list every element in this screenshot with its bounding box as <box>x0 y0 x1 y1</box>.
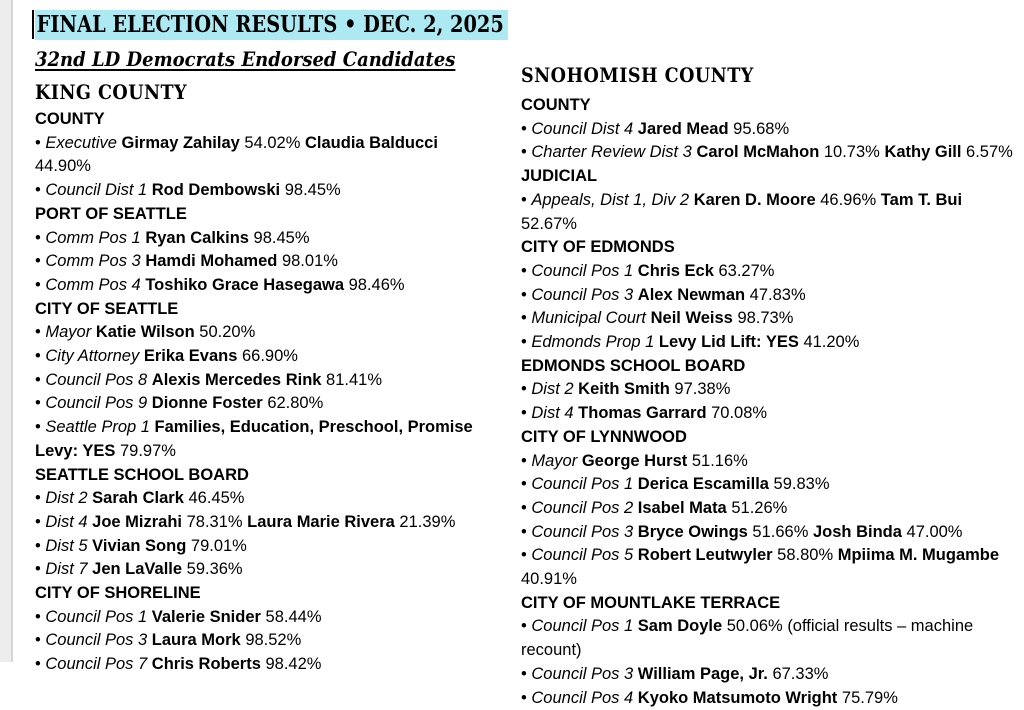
office-label: Comm Pos 4 <box>45 275 141 294</box>
result-row <box>521 284 1021 308</box>
candidate-name: Karen D. Moore <box>693 190 816 209</box>
bullet-glyph: • <box>35 607 46 626</box>
office-label: Council Pos 2 <box>531 498 634 517</box>
result-row <box>521 402 1021 426</box>
candidate-name: Robert Leutwyler <box>637 546 773 565</box>
bullet-glyph: • <box>521 664 532 683</box>
vote-percent: 50.06% <box>726 617 783 636</box>
office-label: Mayor <box>45 323 92 342</box>
vote-percent: 98.52% <box>245 631 302 650</box>
result-row <box>35 606 493 630</box>
result-row <box>35 321 493 345</box>
candidate-name: Alex Newman <box>637 285 746 304</box>
office-label: Council Pos 1 <box>531 475 634 494</box>
bullet-glyph: • <box>35 418 46 437</box>
vote-percent: 59.83% <box>773 475 830 494</box>
result-row <box>35 179 493 203</box>
candidate-name: Kathy Gill <box>884 143 962 162</box>
vote-percent: 10.73% <box>823 143 880 162</box>
result-row <box>521 521 1021 545</box>
vote-percent: 51.26% <box>731 498 788 517</box>
vote-percent: 54.02% <box>244 133 301 152</box>
office-label: Dist 7 <box>45 560 88 579</box>
candidate-name: Chris Eck <box>637 261 714 280</box>
bullet-glyph: • <box>521 546 532 565</box>
vote-percent: 46.45% <box>188 489 245 508</box>
county-heading-king: KING COUNTY <box>35 80 188 104</box>
bullet-glyph: • <box>521 404 532 423</box>
section-header: CITY OF EDMONDS <box>521 238 675 257</box>
section-header: JUDICIAL <box>521 167 598 186</box>
office-label: Council Pos 9 <box>45 394 148 413</box>
vote-percent: 70.08% <box>711 404 768 423</box>
vote-percent: 97.38% <box>674 380 731 399</box>
sections-king <box>35 108 493 677</box>
candidate-name: Sam Doyle <box>637 617 723 636</box>
bullet-glyph: • <box>521 143 532 162</box>
vote-percent: 21.39% <box>399 512 456 531</box>
bullet-glyph: • <box>521 261 532 280</box>
result-row <box>521 141 1021 165</box>
subtitle-line <box>35 47 493 72</box>
candidate-name: Josh Binda <box>812 522 902 541</box>
text-caret <box>32 10 34 39</box>
bullet-glyph: • <box>35 181 46 200</box>
candidate-name: Mpiima M. Mugambe <box>837 546 1000 565</box>
vote-percent: 95.68% <box>733 119 790 138</box>
bullet-glyph: • <box>521 498 532 517</box>
result-row <box>521 378 1021 402</box>
candidate-name: Sarah Clark <box>92 489 184 508</box>
bullet-glyph: • <box>521 380 532 399</box>
result-row <box>35 250 493 274</box>
candidate-name: Levy Lid Lift: YES <box>658 333 799 352</box>
candidate-name: Neil Weiss <box>650 309 733 328</box>
result-row <box>521 544 1021 591</box>
result-row <box>35 392 493 416</box>
vote-percent: 58.80% <box>777 546 834 565</box>
vote-percent: 75.79% <box>841 688 898 707</box>
vote-percent: 98.45% <box>284 181 341 200</box>
vote-percent: 67.33% <box>772 664 829 683</box>
office-label: Council Pos 5 <box>531 546 634 565</box>
vote-percent: 81.41% <box>326 370 383 389</box>
result-note: (official results – machine recount) <box>521 617 974 660</box>
vote-percent: 98.42% <box>265 655 322 674</box>
bullet-glyph: • <box>521 617 532 636</box>
vote-percent: 41.20% <box>803 333 860 352</box>
vote-percent: 62.80% <box>267 394 324 413</box>
office-label: Council Pos 8 <box>45 370 148 389</box>
doc-subtitle[interactable]: 32nd LD Democrats Endorsed Candidates <box>35 47 456 71</box>
candidate-name: Hamdi Mohamed <box>145 252 278 271</box>
office-label: Dist 4 <box>45 512 88 531</box>
result-row <box>35 511 493 535</box>
candidate-name: Toshiko Grace Hasegawa <box>145 275 345 294</box>
office-label: Council Pos 3 <box>45 631 148 650</box>
section-header: CITY OF MOUNTLAKE TERRACE <box>521 593 781 612</box>
bullet-glyph: • <box>35 560 46 579</box>
vote-percent: 98.46% <box>348 275 405 294</box>
vote-percent: 44.90% <box>35 157 91 176</box>
section-header: SEATTLE SCHOOL BOARD <box>35 465 249 484</box>
candidate-name: Keith Smith <box>578 380 670 399</box>
column-king-county <box>35 10 504 677</box>
office-label: Council Pos 4 <box>531 688 634 707</box>
vote-percent: 52.67% <box>521 214 577 233</box>
section-header: CITY OF LYNNWOOD <box>521 427 687 446</box>
vote-percent: 40.91% <box>521 570 577 589</box>
office-label: Charter Review Dist 3 <box>531 143 692 162</box>
result-row <box>521 663 1021 687</box>
result-row <box>35 629 493 653</box>
result-row <box>35 227 493 251</box>
vote-percent: 51.16% <box>691 451 748 470</box>
office-label: Edmonds Prop 1 <box>531 333 655 352</box>
office-label: Dist 4 <box>531 404 574 423</box>
vote-percent: 50.20% <box>199 323 256 342</box>
candidate-name: Carol McMahon <box>696 143 820 162</box>
bullet-glyph: • <box>35 347 46 366</box>
bullet-glyph: • <box>35 512 46 531</box>
vote-percent: 51.66% <box>752 522 809 541</box>
office-label: Council Pos 3 <box>531 522 634 541</box>
office-label: City Attorney <box>45 347 140 366</box>
candidate-name: Families, Education, Preschool, Promise Levy: YES <box>35 418 473 460</box>
candidate-name: Joe Mizrahi <box>92 512 183 531</box>
vote-percent: 98.01% <box>281 252 338 271</box>
vote-percent: 47.00% <box>906 522 963 541</box>
bullet-glyph: • <box>521 309 532 328</box>
bullet-glyph: • <box>521 688 532 707</box>
candidate-name: Isabel Mata <box>637 498 727 517</box>
section-header: CITY OF SEATTLE <box>35 299 179 318</box>
title-line <box>35 10 504 40</box>
bullet-glyph: • <box>35 323 46 342</box>
bullet-glyph: • <box>35 275 46 294</box>
result-row <box>521 615 1021 662</box>
candidate-name: William Page, Jr. <box>637 664 768 683</box>
candidate-name: Claudia Balducci <box>304 133 438 152</box>
result-row <box>35 274 493 298</box>
candidate-name: Girmay Zahilay <box>121 133 240 152</box>
sections-snohomish <box>521 94 1021 710</box>
candidate-name: George Hurst <box>581 451 688 470</box>
office-label: Council Dist 4 <box>531 119 634 138</box>
result-row <box>35 345 493 369</box>
section-header: COUNTY <box>521 96 591 114</box>
bullet-glyph: • <box>521 475 532 494</box>
bullet-glyph: • <box>35 370 46 389</box>
vote-percent: 6.57% <box>966 143 1013 162</box>
county-heading-snohomish: SNOHOMISH COUNTY <box>521 63 754 87</box>
office-label: Dist 5 <box>45 536 88 555</box>
result-row <box>521 307 1021 331</box>
candidate-name: Laura Marie Rivera <box>247 512 395 531</box>
candidate-name: Alexis Mercedes Rink <box>151 370 322 389</box>
candidate-name: Rod Dembowski <box>151 181 281 200</box>
office-label: Appeals, Dist 1, Div 2 <box>531 190 690 209</box>
bullet-glyph: • <box>521 285 532 304</box>
vote-percent: 47.83% <box>749 285 806 304</box>
bullet-glyph: • <box>35 536 46 555</box>
column-snohomish-county <box>521 64 1021 710</box>
vote-percent: 78.31% <box>186 512 243 531</box>
vote-percent: 63.27% <box>718 261 775 280</box>
office-label: Council Pos 1 <box>531 617 634 636</box>
result-row <box>521 450 1021 474</box>
section-header: PORT OF SEATTLE <box>35 204 187 223</box>
office-label: Council Pos 3 <box>531 285 634 304</box>
result-row <box>35 653 493 677</box>
result-row <box>521 260 1021 284</box>
vote-percent: 46.96% <box>820 190 877 209</box>
candidate-name: Bryce Owings <box>637 522 748 541</box>
candidate-name: Kyoko Matsumoto Wright <box>637 688 838 707</box>
bullet-glyph: • <box>35 489 46 508</box>
result-row <box>35 132 493 179</box>
bullet-glyph: • <box>35 133 46 152</box>
bullet-glyph: • <box>521 119 532 138</box>
vote-percent: 79.97% <box>120 441 176 460</box>
candidate-name: Dionne Foster <box>151 394 263 413</box>
candidate-name: Derica Escamilla <box>637 475 769 494</box>
office-label: Council Pos 7 <box>45 655 148 674</box>
bullet-glyph: • <box>521 190 532 209</box>
result-row <box>521 331 1021 355</box>
candidate-name: Erika Evans <box>143 347 238 366</box>
office-label: Council Pos 1 <box>531 261 634 280</box>
bullet-glyph: • <box>35 394 46 413</box>
result-row <box>521 189 1021 236</box>
candidate-name: Laura Mork <box>151 631 241 650</box>
result-row <box>35 487 493 511</box>
office-label: Seattle Prop 1 <box>45 418 150 437</box>
bullet-glyph: • <box>521 451 532 470</box>
office-label: Comm Pos 1 <box>45 228 141 247</box>
office-label: Council Pos 3 <box>531 664 634 683</box>
bullet-glyph: • <box>35 228 46 247</box>
office-label: Dist 2 <box>45 489 88 508</box>
office-label: Comm Pos 3 <box>45 252 141 271</box>
result-row <box>521 473 1021 497</box>
candidate-name: Jen LaValle <box>92 560 183 579</box>
vote-percent: 59.36% <box>186 560 243 579</box>
bullet-glyph: • <box>35 655 46 674</box>
vote-percent: 66.90% <box>241 347 298 366</box>
office-label: Executive <box>45 133 117 152</box>
result-row <box>521 687 1021 710</box>
result-row <box>35 535 493 559</box>
vote-percent: 98.73% <box>737 309 794 328</box>
result-row <box>35 416 493 463</box>
candidate-name: Valerie Snider <box>151 607 261 626</box>
candidate-name: Thomas Garrard <box>578 404 707 423</box>
section-header: COUNTY <box>35 110 105 128</box>
office-label: Dist 2 <box>531 380 574 399</box>
section-header: EDMONDS SCHOOL BOARD <box>521 356 746 375</box>
bullet-glyph: • <box>35 631 46 650</box>
result-row <box>521 497 1021 521</box>
candidate-name: Jared Mead <box>637 119 729 138</box>
bullet-glyph: • <box>521 522 532 541</box>
vote-percent: 98.45% <box>253 228 310 247</box>
office-label: Council Dist 1 <box>45 181 148 200</box>
result-row <box>521 118 1021 142</box>
candidate-name: Vivian Song <box>92 536 187 555</box>
vote-percent: 79.01% <box>190 536 247 555</box>
candidate-name: Tam T. Bui <box>880 190 963 209</box>
candidate-name: Katie Wilson <box>95 323 195 342</box>
result-row <box>35 369 493 393</box>
doc-title[interactable]: FINAL ELECTION RESULTS • DEC. 2, 2025 <box>35 10 508 40</box>
result-row <box>35 558 493 582</box>
vote-percent: 58.44% <box>265 607 322 626</box>
candidate-name: Chris Roberts <box>151 655 261 674</box>
candidate-name: Ryan Calkins <box>145 228 249 247</box>
office-label: Municipal Court <box>531 309 647 328</box>
bullet-glyph: • <box>521 333 532 352</box>
section-header: CITY OF SHORELINE <box>35 584 201 603</box>
bullet-glyph: • <box>35 252 46 271</box>
office-label: Mayor <box>531 451 578 470</box>
app-left-rail <box>0 0 13 662</box>
office-label: Council Pos 1 <box>45 607 148 626</box>
